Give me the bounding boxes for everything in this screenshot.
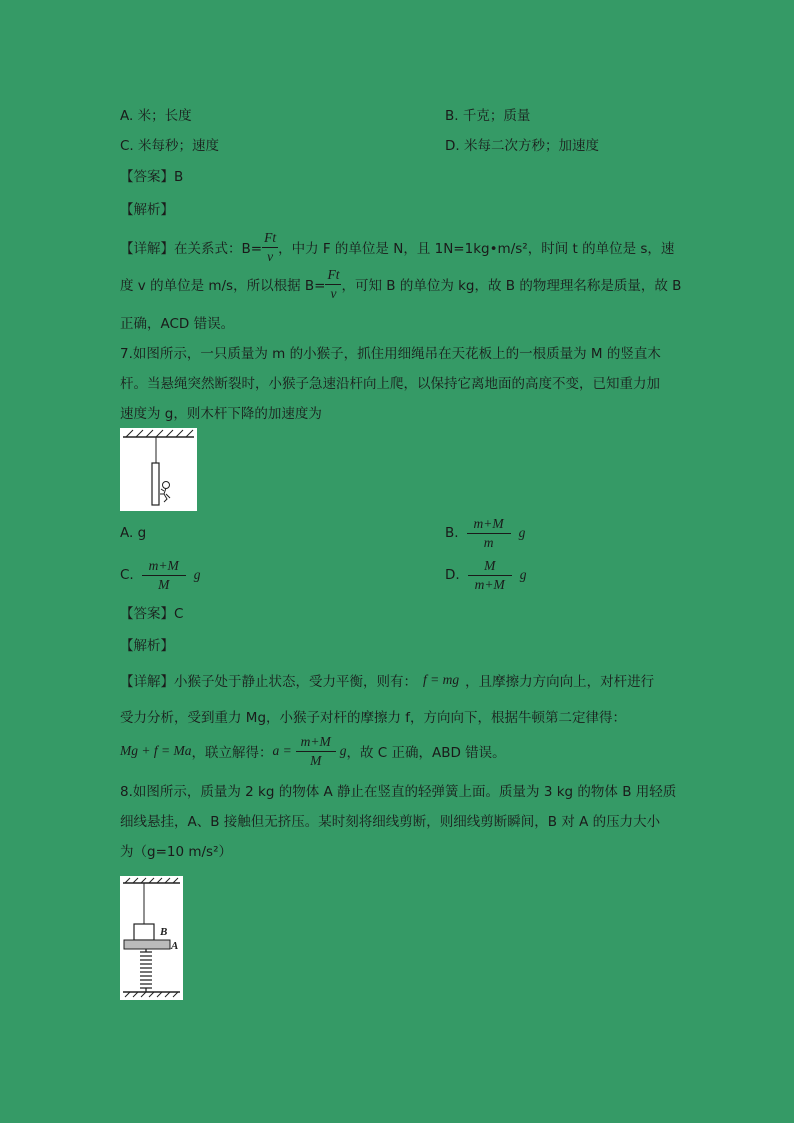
monkey-pole-diagram	[120, 428, 197, 511]
option-letter: B.	[445, 525, 459, 541]
fraction-ft-over-v	[262, 231, 278, 263]
fraction-denominator: M	[158, 576, 170, 592]
equation-newton: Mg + f = Ma	[120, 743, 192, 758]
q7-stem-line-3: 速度为 g，则木杆下降的加速度为	[120, 406, 322, 422]
q8-stem-line-3: 为（g=10 m/s²）	[120, 844, 232, 860]
q6-detail-line-1	[120, 228, 674, 266]
option-letter: C.	[120, 567, 134, 583]
fraction-numerator: m+M	[142, 559, 186, 576]
q7-detail-line-2: 受力分析，受到重力 Mg，小猴子对杆的摩擦力 f，方向向下，根据牛顿第二定律得：	[120, 710, 627, 726]
q6-option-d: D. 米每二次方秒；加速度	[445, 138, 599, 154]
option-suffix: g	[518, 525, 526, 540]
detail-text: ，中力 F 的单位是 N，且 1N=1kg•m/s²，时间 t 的单位是 s，速	[278, 241, 675, 257]
detail-tag: 【详解】	[120, 674, 174, 690]
detail-text: 小猴子处于静止状态，受力平衡，则有：	[174, 674, 417, 690]
q8-stem-line-1: 8.如图所示，质量为 2 kg 的物体 A 静止在竖直的轻弹簧上面。质量为 3 kg 的物体 B 用轻质	[120, 784, 677, 800]
detail-text: 在关系式：B=	[174, 241, 263, 257]
q6-detail-line-2	[120, 265, 681, 303]
fraction-ft-over-v	[325, 268, 341, 300]
q7-option-a: A. g	[120, 525, 147, 541]
option-letter: D.	[445, 567, 460, 583]
equation-g: g	[339, 743, 347, 758]
fraction-numerator: Ft	[325, 268, 341, 285]
detail-text: ，故 C 正确，ABD 错误。	[346, 745, 506, 761]
option-d-fraction	[468, 559, 512, 591]
fraction-numerator: m+M	[296, 735, 336, 752]
fraction-numerator: m+M	[467, 517, 511, 534]
detail-text: ，联立解得：	[191, 745, 273, 761]
monkey-pole-figure	[120, 428, 197, 511]
fraction-numerator: Ft	[262, 231, 278, 248]
detail-text: ，可知 B 的单位为 kg，故 B 的物理理名称是质量，故 B	[341, 278, 682, 294]
equation-f-mg: f = mg	[423, 672, 460, 687]
q7-analysis-label: 【解析】	[120, 638, 174, 654]
q8-stem-line-2: 细线悬挂，A、B 接触但无挤压。某时刻将细线剪断，则细线剪断瞬间，B 对 A 的压力大小	[120, 814, 661, 830]
label-b: B	[160, 926, 168, 938]
q6-answer: 【答案】B	[120, 169, 184, 185]
q7-option-b	[445, 512, 525, 554]
option-c-fraction	[142, 559, 186, 591]
result-fraction	[296, 735, 336, 767]
option-suffix: g	[193, 567, 201, 582]
option-b-fraction	[467, 517, 511, 549]
fraction-denominator: m	[483, 534, 494, 550]
q7-option-d	[445, 554, 526, 596]
q7-answer: 【答案】C	[120, 606, 184, 622]
q6-analysis-label: 【解析】	[120, 202, 174, 218]
label-a: A	[171, 940, 179, 952]
detail-text: 度 v 的单位是 m/s，所以根据 B=	[120, 278, 326, 294]
q7-stem-line-1: 7.如图所示，一只质量为 m 的小猴子，抓住用细绳吊在天花板上的一根质量为 M 的竖直木	[120, 346, 661, 362]
q7-detail-line-3	[120, 730, 506, 772]
q6-option-b: B. 千克；质量	[445, 108, 531, 124]
equation-lhs: a =	[272, 743, 292, 758]
q6-detail-line-3: 正确，ACD 错误。	[120, 316, 235, 332]
q7-stem-line-2: 杆。当悬绳突然断裂时，小猴子急速沿杆向上爬，以保持它离地面的高度不变，已知重力加	[120, 376, 660, 392]
q7-option-c	[120, 554, 200, 596]
fraction-denominator: m+M	[474, 576, 505, 592]
q6-option-c: C. 米每秒；速度	[120, 138, 220, 154]
fraction-denominator: M	[310, 752, 322, 768]
detail-text: ，且摩擦力方向向上，对杆进行	[465, 674, 655, 690]
detail-tag: 【详解】	[120, 241, 174, 257]
option-suffix: g	[519, 567, 527, 582]
spring-blocks-figure	[120, 876, 183, 1000]
fraction-numerator: M	[468, 559, 512, 576]
fraction-denominator: v	[267, 248, 274, 264]
q6-option-a: A. 米；长度	[120, 108, 192, 124]
spring-blocks-diagram	[120, 876, 183, 1000]
fraction-denominator: v	[330, 285, 337, 301]
q7-detail-line-1	[120, 670, 654, 690]
